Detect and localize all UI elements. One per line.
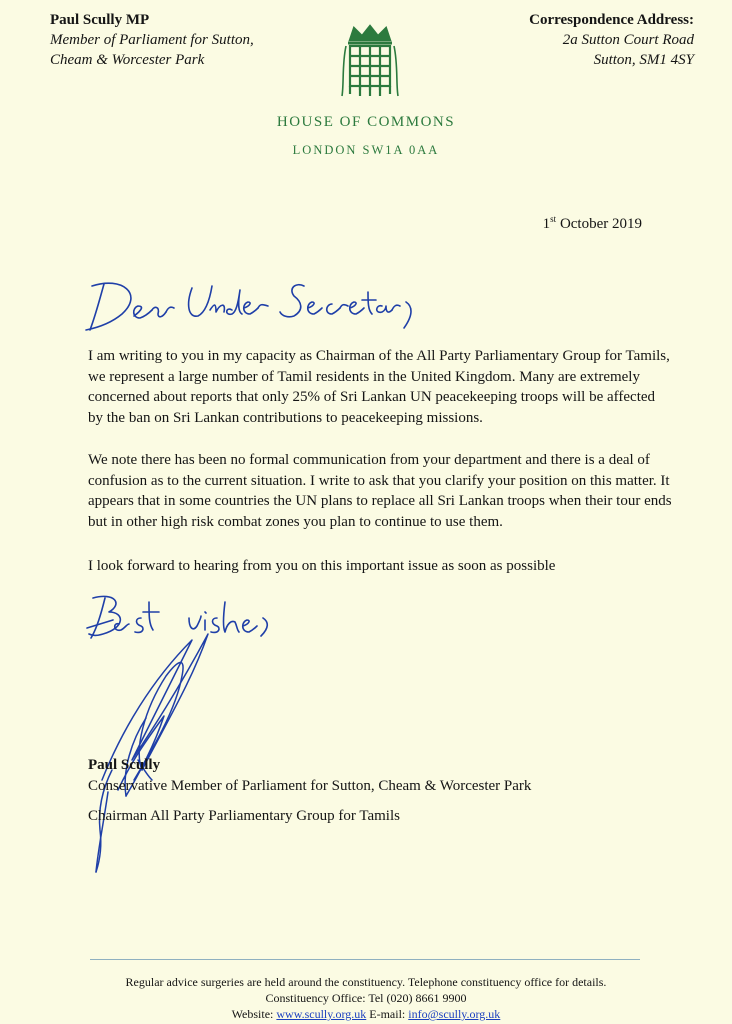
footer-line2: Constituency Office: Tel (020) 8661 9900 — [265, 991, 467, 1005]
handwritten-salutation — [82, 270, 422, 340]
body-paragraph-1: I am writing to you in my capacity as Chairman of the All Party Parliamentary Group for Tamils, we represent a large number of Tamil residents in the United Kingdom. Many are extremely concerned about reports that only 25% of Sri Lankan UN peacekeeping troops will be affected by the ban on Sri Lankan contributions to peacekeeping missions. — [88, 348, 670, 426]
signatory-name: Paul Scully — [88, 757, 161, 773]
handwritten-closing — [85, 588, 285, 648]
address-line2: Sutton, SM1 4SY — [593, 52, 694, 68]
address-line1: 2a Sutton Court Road — [562, 32, 694, 48]
sender-role-line2: Cheam & Worcester Park — [50, 52, 205, 68]
institution-address: LONDON SW1A 0AA — [292, 143, 440, 157]
date-day: 1 — [542, 216, 551, 232]
body-paragraph-3: I look forward to hearing from you on this important issue as soon as possible — [88, 558, 556, 574]
letter-date — [543, 214, 642, 233]
footer — [0, 974, 732, 1022]
footer-divider — [90, 959, 640, 960]
email-link[interactable]: info@scully.org.uk — [408, 1007, 501, 1021]
body-paragraph-2: We note there has been no formal communication from your department and there is a deal of confusion as to the current situation. I write to ask that you clarify your position on this matter. It appears that in some countries the UN plans to replace all Sri Lankan troops when their tour ends but in other high risk combat zones you plan to continue to use them. — [88, 452, 672, 530]
handwritten-signature — [82, 620, 232, 880]
date-suffix: st — [550, 214, 557, 224]
correspondence-address — [529, 10, 694, 70]
signatory-title-1: Conservative Member of Parliament for Sutton, Cheam & Worcester Park — [88, 778, 532, 794]
date-rest: October 2019 — [556, 216, 642, 232]
signatory-title-2: Chairman All Party Parliamentary Group for Tamils — [88, 808, 400, 824]
footer-line1: Regular advice surgeries are held around the constituency. Telephone constituency office for details. — [125, 975, 607, 989]
sender-block — [50, 10, 254, 70]
email-label: E-mail: — [366, 1007, 409, 1021]
sender-role-line1: Member of Parliament for Sutton, — [50, 32, 254, 48]
website-link[interactable]: www.scully.org.uk — [276, 1007, 367, 1021]
institution-name: HOUSE OF COMMONS — [276, 114, 456, 130]
website-label: Website: — [231, 1007, 277, 1021]
correspondence-label: Correspondence Address: — [529, 12, 694, 28]
portcullis-crest-icon — [340, 24, 400, 102]
footer-line3 — [0, 1006, 732, 1022]
sender-name: Paul Scully MP — [50, 12, 150, 28]
